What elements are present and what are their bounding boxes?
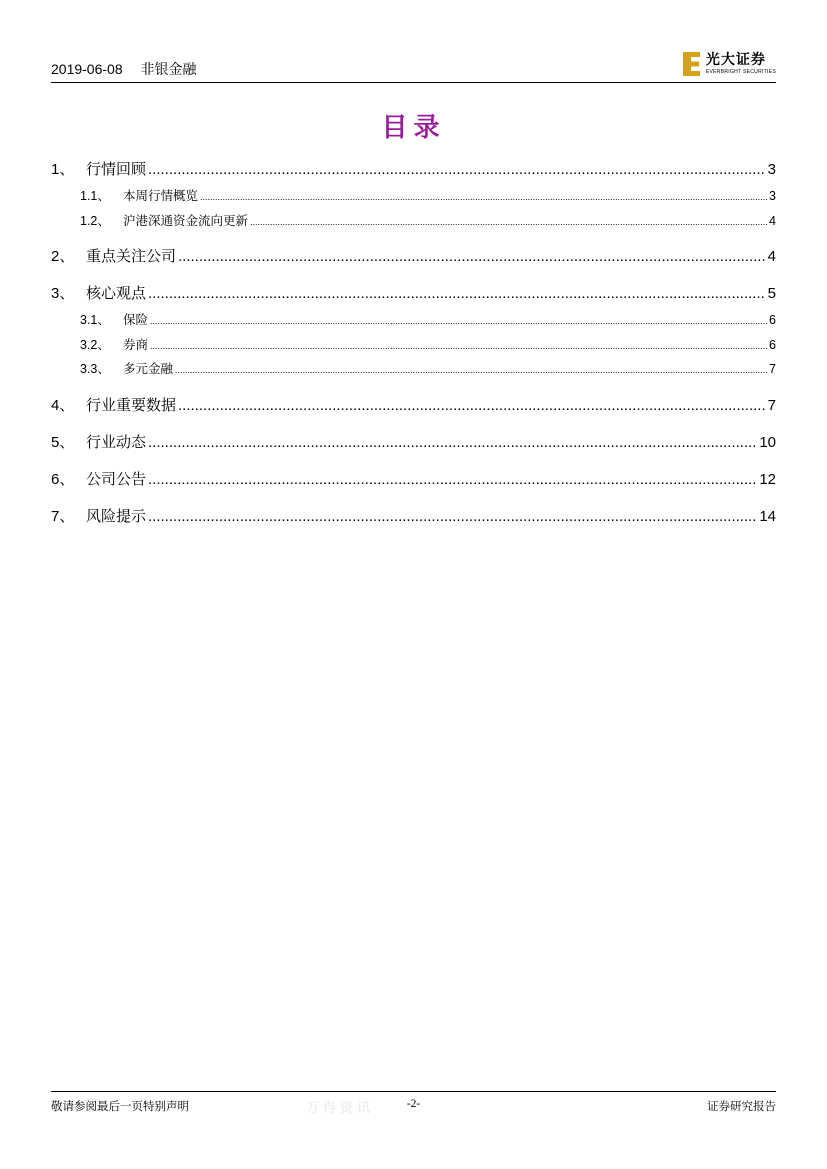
toc-entry-title: 行业重要数据 <box>86 397 177 414</box>
toc-entry[interactable] <box>51 282 776 303</box>
toc-leader-dots <box>148 471 757 488</box>
toc-entry[interactable] <box>80 359 776 377</box>
footer-disclaimer: 敬请参阅最后一页特别声明 <box>51 1101 189 1113</box>
page-header <box>51 50 776 83</box>
toc-entry-page: 3 <box>769 189 776 203</box>
toc-entry[interactable] <box>80 211 776 229</box>
footer-doc-type: 证券研究报告 <box>707 1101 776 1113</box>
toc-leader-dots <box>250 217 767 227</box>
toc-entry-number: 4、 <box>51 397 75 414</box>
toc-entry-number: 1、 <box>51 161 75 178</box>
header-info <box>51 59 211 79</box>
toc-leader-dots <box>150 316 767 326</box>
toc-entry[interactable] <box>51 468 776 489</box>
toc-entry-number: 5、 <box>51 434 75 451</box>
toc-title: 目录 <box>381 113 446 143</box>
logo-chinese-name: 光大证券 <box>705 51 766 68</box>
toc-entry-title: 行情回顾 <box>86 161 147 178</box>
toc-entry-number: 3.1、 <box>80 313 110 327</box>
toc-entry-page: 10 <box>759 434 776 451</box>
toc-entry-number: 7、 <box>51 508 75 525</box>
toc-entry-title: 沪港深通资金流向更新 <box>123 214 249 228</box>
footer-watermark: 万得资讯 <box>306 1101 375 1116</box>
toc-leader-dots <box>148 161 766 178</box>
toc-entry[interactable] <box>51 158 776 179</box>
toc-entry-title: 行业动态 <box>86 434 147 451</box>
toc-entry-number: 1.1、 <box>80 189 110 203</box>
toc-entry-title: 本周行情概览 <box>123 189 199 203</box>
toc-entry-number: 2、 <box>51 248 75 265</box>
toc-entry[interactable] <box>80 335 776 353</box>
toc-entry-page: 6 <box>769 338 776 352</box>
toc-leader-dots <box>178 248 766 265</box>
toc-entry-number: 3.2、 <box>80 338 110 352</box>
toc-leader-dots <box>175 365 767 375</box>
toc-entry[interactable] <box>51 431 776 452</box>
toc-entry[interactable] <box>80 186 776 204</box>
toc-entry-number: 3、 <box>51 285 75 302</box>
toc-entry-title: 重点关注公司 <box>86 248 177 265</box>
toc-entry-title: 多元金融 <box>123 362 174 376</box>
toc-entry-number: 6、 <box>51 471 75 488</box>
sector-name: 非银金融 <box>140 61 197 77</box>
toc-entry-page: 3 <box>767 161 776 178</box>
toc-leader-dots <box>150 341 767 351</box>
toc-entry-number: 3.3、 <box>80 362 110 376</box>
toc-entry-title: 券商 <box>123 338 149 352</box>
toc-entry[interactable] <box>51 245 776 266</box>
toc-leader-dots <box>148 434 757 451</box>
everbright-logo <box>682 50 776 78</box>
toc-entry-page: 4 <box>767 248 776 265</box>
toc-entry-title: 核心观点 <box>86 285 147 302</box>
toc-entry-title: 公司公告 <box>86 471 147 488</box>
toc-entry-page: 7 <box>769 362 776 376</box>
toc-entry-page: 7 <box>767 397 776 414</box>
toc-entry-page: 4 <box>769 214 776 228</box>
logo-english-name: EVERBRIGHT SECURITIES <box>705 68 776 75</box>
toc-leader-dots <box>200 192 767 202</box>
toc-entry[interactable] <box>51 394 776 415</box>
page-number: -2- <box>406 1098 421 1110</box>
toc-entry-page: 5 <box>767 285 776 302</box>
toc-entry-title: 风险提示 <box>86 508 147 525</box>
report-date: 2019-06-08 <box>51 61 123 77</box>
toc-entry-page: 14 <box>759 508 776 525</box>
toc-entry[interactable] <box>80 310 776 328</box>
toc-leader-dots <box>148 508 757 525</box>
toc-entry-page: 12 <box>759 471 776 488</box>
toc-leader-dots <box>178 397 766 414</box>
toc-leader-dots <box>148 285 766 302</box>
toc-entry-page: 6 <box>769 313 776 327</box>
toc-entry-number: 1.2、 <box>80 214 110 228</box>
everbright-logo-icon <box>682 51 702 77</box>
page-footer <box>51 1091 776 1116</box>
toc-entry-title: 保险 <box>123 313 149 327</box>
toc-entry[interactable] <box>51 505 776 526</box>
